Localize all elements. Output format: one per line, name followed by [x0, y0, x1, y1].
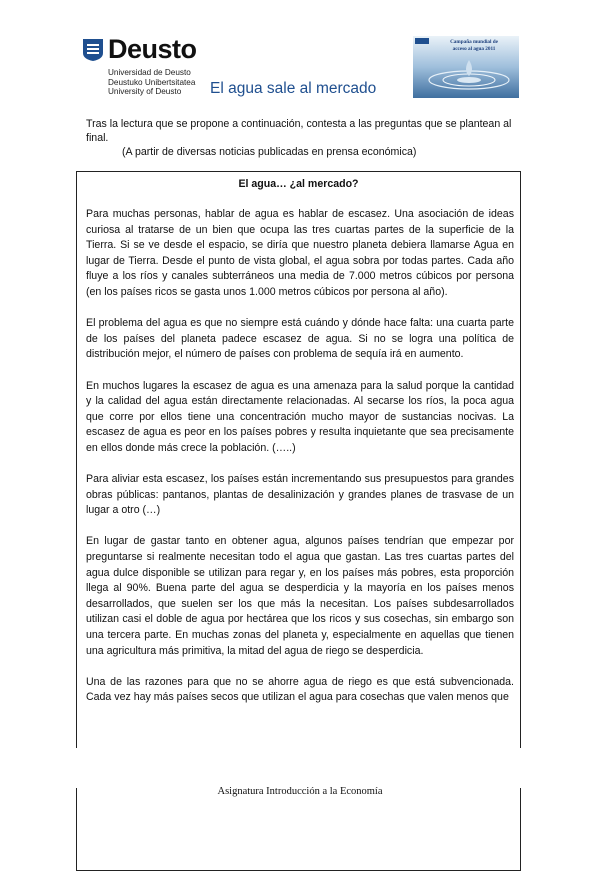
article-paragraph: En lugar de gastar tanto en obtener agua, algunos países tendrían que empezar por preguntarse si realmente necesitan todo el agua que gastan. Las tres cuartas partes del agua dulce disponible se utilizan para regar y, en los países más pobres, esta proporción llega al 90%. Buena parte del agua se desperdicia y la mayoría en los países menos desarrollados, que suelen ser los que más la necesitan. Los países subdesarrollados utilizan casi el doble de agua por hectárea que los ricos y sus cosechas, sin embargo son una tercera parte. En muchas zonas del planeta y, especialmente en aquellas que tienen una agricultura más primitiva, la mitad del agua de riego se desperdicia. [86, 535, 514, 657]
page-bottom-margin [0, 748, 600, 788]
page-header [0, 0, 600, 110]
logo-subtitle [108, 68, 195, 97]
article-paragraph: Para muchas personas, hablar de agua es hablar de escasez. Una asociación de ideas curiosa al tratarse de un bien que ocupa las tres cuartas partes de la superficie de la Tierra. Si se ve desde el espacio, se diría que nuestro planeta debiera llamarse Agua en lugar de Tierra. Desde el punto de vista global, el agua sobra por todas partes. Cada año fluye a los ríos y canales subterráneos una media de 7.000 metros cúbicos por persona (en los países ricos se gasta unos 1.000 metros cúbicos por persona al año). [86, 208, 514, 298]
deusto-logo [82, 36, 212, 96]
article-paragraph: El problema del agua es que no siempre está cuándo y dónde hace falta: una cuarta parte de los países del planeta padece escasez de agua. Si no se logra una política de distribución mejor, el número de países con problema de sequía irá en aumento. [86, 317, 514, 361]
water-campaign-image [413, 36, 519, 98]
logo-subtitle-line: Deustuko Unibertsitatea [108, 77, 196, 87]
article-paragraph: Para aliviar esta escasez, los países están incrementando sus presupuestos para grandes obras públicas: pantanos, plantas de desalinización y grandes planes de trasvase de un lugar a otro (…) [86, 473, 514, 517]
article-title: El agua… ¿al mercado? [238, 178, 359, 190]
article-paragraph: En muchos lugares la escasez de agua es una amenaza para la salud porque la cantidad y la calidad del agua están directamente relacionadas. Al secarse los ríos, la poca agua que corre por ellos tiene una concentración mucho mayor de sustancias nocivas. La escasez de agua es peor en los países pobres y resulta inquietante que sea precisamente en ellos donde más crece la población. (…..) [86, 379, 514, 454]
campaign-caption [431, 39, 517, 52]
logo-subtitle-line: University of Deusto [108, 87, 182, 96]
instructions [86, 117, 516, 159]
page-footer: Asignatura Introducción a la Economía [217, 786, 383, 797]
campaign-caption-line: acceso al agua 2011 [452, 45, 496, 52]
page-title: El agua sale al mercado [210, 80, 377, 97]
article-paragraph: Una de las razones para que no se ahorre agua de riego es que está subvencionada. Cada vez hay más países secos que utilizan el agua para cosechas que valen menos que [86, 675, 514, 704]
campaign-caption-line: Campaña mundial de [450, 39, 498, 45]
instruction-text: Tras la lectura que se propone a continuación, contesta a las preguntas que se plantean al final. [86, 118, 512, 144]
source-note: (A partir de diversas noticias publicadas en prensa económica) [122, 146, 417, 158]
university-shield-icon [82, 38, 104, 62]
article-body [86, 207, 514, 722]
logo-wordmark: Deusto [108, 34, 197, 64]
logo-subtitle-line: Universidad de Deusto [108, 68, 191, 77]
